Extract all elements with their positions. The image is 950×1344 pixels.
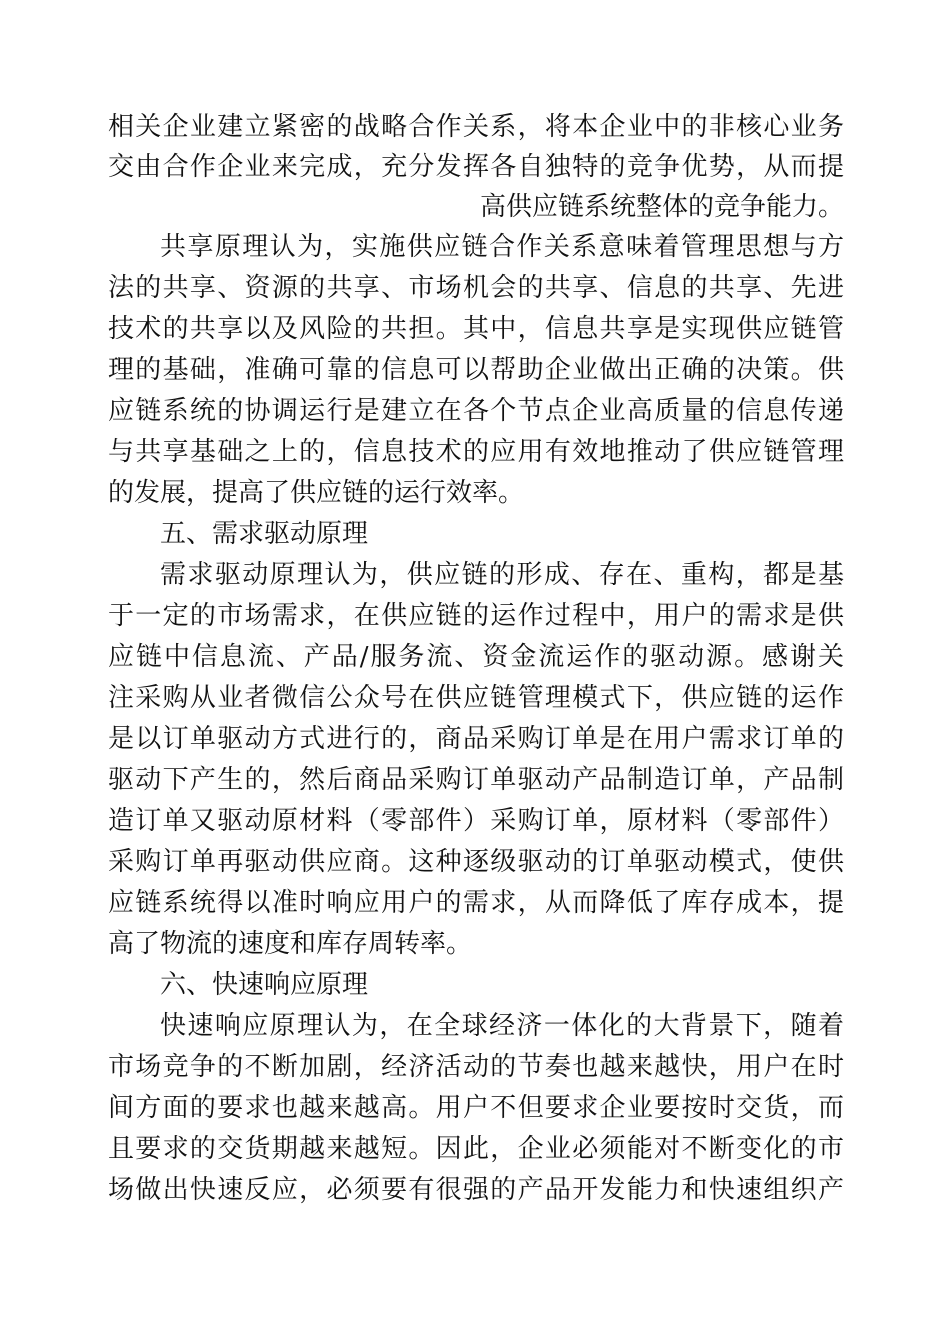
section-heading: 六、快速响应原理 [160,970,369,1000]
text-line: 采购订单再驱动供应商。这种逐级驱动的订单驱动模式，使供 [108,847,844,877]
text-line: 应链系统的协调运行是建立在各个节点企业高质量的信息传递 [108,396,844,426]
text-line: 法的共享、资源的共享、市场机会的共享、信息的共享、先进 [108,273,844,303]
text-line: 于一定的市场需求，在供应链的运作过程中，用户的需求是供 [108,601,844,631]
text-line: 间方面的要求也越来越高。用户不但要求企业要按时交货，而 [108,1093,844,1123]
text-line: 理的基础，准确可靠的信息可以帮助企业做出正确的决策。供 [108,355,844,385]
text-line: 市场竞争的不断加剧，经济活动的节奏也越来越快，用户在时 [108,1052,844,1082]
paragraph-first-line: 需求驱动原理认为，供应链的形成、存在、重构，都是基 [160,560,844,590]
text-line: 造订单又驱动原材料（零部件）采购订单，原材料（零部件） [108,806,844,836]
text-line: 的发展，提高了供应链的运行效率。 [108,478,525,508]
text-line: 与共享基础之上的，信息技术的应用有效地推动了供应链管理 [108,437,844,467]
text-line: 场做出快速反应，必须要有很强的产品开发能力和快速组织产 [108,1175,844,1205]
section-heading: 五、需求驱动原理 [160,519,369,549]
text-line: 注采购从业者微信公众号在供应链管理模式下，供应链的运作 [108,683,844,713]
paragraph-first-line: 快速响应原理认为，在全球经济一体化的大背景下，随着 [160,1011,844,1041]
text-line: 应链中信息流、产品/服务流、资金流运作的驱动源。感谢关 [108,642,844,672]
text-line: 高了物流的速度和库存周转率。 [108,929,473,959]
text-line: 应链系统得以准时响应用户的需求，从而降低了库存成本，提 [108,888,844,918]
text-line: 技术的共享以及风险的共担。其中，信息共享是实现供应链管 [108,314,844,344]
text-line: 交由合作企业来完成，充分发挥各自独特的竞争优势，从而提 [108,152,844,182]
text-line: 且要求的交货期越来越短。因此，企业必须能对不断变化的市 [108,1134,844,1164]
text-line: 高供应链系统整体的竞争能力。 [479,192,844,222]
text-line: 相关企业建立紧密的战略合作关系，将本企业中的非核心业务 [108,112,844,142]
text-line: 是以订单驱动方式进行的，商品采购订单是在用户需求订单的 [108,724,844,754]
paragraph-first-line: 共享原理认为，实施供应链合作关系意味着管理思想与方 [160,232,844,262]
text-line: 驱动下产生的，然后商品采购订单驱动产品制造订单，产品制 [108,765,844,795]
